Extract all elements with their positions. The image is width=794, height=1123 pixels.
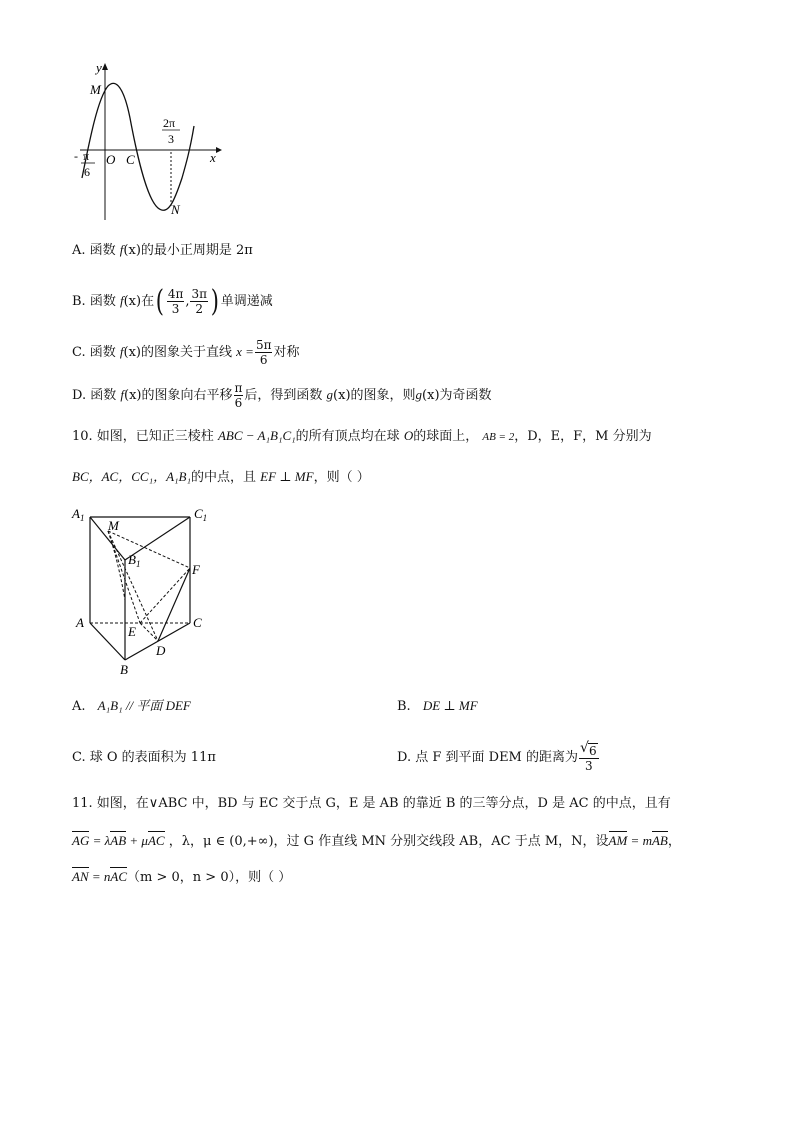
q10-a-label: A.	[72, 699, 86, 714]
label-B1-sub: 1	[135, 559, 141, 569]
q9-c-text2: 对称	[273, 345, 300, 360]
q9-b-frac2	[190, 287, 208, 316]
label-A1-main: A	[72, 506, 80, 521]
q9-c-xeq: x =	[236, 344, 254, 359]
q10-midpoints: 的中点，且	[191, 470, 257, 485]
sqrt-radicand: 6	[589, 743, 597, 758]
q9-d-frac-num: π	[234, 381, 243, 395]
q10-ab: AB = 2	[482, 431, 515, 443]
sine-curve	[82, 83, 194, 210]
q11-plus-mu: + μ	[126, 833, 148, 848]
q10-sphere-O: O	[403, 428, 414, 443]
q10-d-frac	[579, 739, 599, 773]
prism-figure	[70, 500, 220, 680]
pi-den: 6	[84, 165, 90, 179]
q9-d-text1: 的图象向右平移	[141, 388, 233, 403]
segment-EF	[140, 568, 190, 623]
q9-d-x: (x)	[124, 388, 142, 403]
label-B1	[128, 552, 140, 569]
q9-b-frac2-den: 2	[195, 302, 204, 316]
q9-d-g2: g	[415, 387, 423, 402]
label-M-prism: M	[108, 518, 119, 533]
q10-d-text: D. 点 F 到平面 DEM 的距离为	[397, 750, 578, 765]
q9-b-frac1-num: 4π	[167, 287, 184, 301]
label-C1-sub: 1	[202, 513, 208, 523]
q9-c-f: f	[119, 344, 124, 359]
q9-d-x2: (x)	[333, 388, 351, 403]
q10-option-b	[397, 696, 478, 717]
q9-d-text2: 后，得到函数	[244, 388, 323, 403]
q11-eq-lambda: = λ	[89, 833, 111, 848]
q9-b-in: 在	[141, 294, 155, 309]
q9-d-label: D. 函数	[72, 388, 117, 403]
q9-option-b: B. 函数 f(x)在( $\frac{4\pi}{3}$ , $\frac{3\pi}{2}$ ) 单调递减	[72, 283, 273, 319]
q9-b-x: (x)	[123, 294, 142, 309]
q10-paren: ，则（ ）	[313, 470, 370, 485]
q9-c-frac-den: 6	[259, 353, 268, 367]
q9-c-frac-num: 5π	[255, 338, 272, 352]
q10-b-label: B.	[397, 699, 411, 714]
label-C: C	[126, 152, 135, 167]
vector-AG: AG	[72, 831, 89, 851]
y-label: y	[96, 60, 102, 75]
vector-AM: AM	[609, 831, 628, 851]
q10-b-text: DE ⊥ MF	[422, 698, 478, 713]
q10-option-d	[397, 738, 600, 778]
q11-line2	[72, 831, 681, 852]
q9-b-frac1	[167, 287, 185, 316]
x-label: x	[210, 150, 216, 165]
label-D: D	[156, 643, 166, 658]
sine-graph-figure	[70, 58, 230, 228]
q10-c-text: C. 球 O 的表面积为 11π	[72, 750, 216, 765]
label-B1-main: B	[128, 552, 136, 567]
q9-c-x: (x)	[123, 345, 141, 360]
q9-a-x: (x)	[123, 243, 141, 258]
q9-d-frac-den: 6	[234, 396, 243, 410]
q9-d-frac	[234, 381, 244, 410]
edge-AB	[90, 623, 125, 660]
q11-line2-rest: ，λ，μ ∈ (0,+∞)，过 G 作直线 MN 分别交线段 AB，AC 于点 M，N，设	[164, 834, 609, 849]
q10-mid2: 的球面上，	[413, 429, 479, 444]
segment-MF	[108, 531, 190, 568]
vector-AC-2: AC	[110, 867, 127, 887]
q9-d-text3: 的图象，则	[350, 388, 416, 403]
segment-ED	[140, 623, 158, 641]
q10-prism: ABC − A₁B₁C₁	[217, 428, 296, 443]
label-N: N	[171, 202, 180, 217]
q11-eq-n: = n	[88, 869, 111, 884]
q9-a-label: A. 函数	[72, 243, 116, 258]
label-O: O	[106, 152, 116, 167]
q10-line2	[72, 467, 370, 488]
q9-c-frac	[255, 338, 273, 367]
q11-line3	[72, 867, 291, 888]
twopi-num: 2π	[163, 116, 176, 130]
label-A1	[71, 506, 84, 523]
q9-b-frac2-num: 3π	[191, 287, 208, 301]
label-A: A	[76, 615, 84, 630]
twopi-den: 3	[168, 132, 174, 146]
q11-line2-end: ，	[667, 834, 681, 849]
q10-segments: BC，AC，CC₁，A₁B₁	[72, 469, 192, 484]
q10-mid: 的所有顶点均在球	[295, 429, 400, 444]
q9-b-f: f	[119, 293, 124, 308]
label-C1	[194, 506, 207, 523]
pi-num: π	[83, 149, 90, 163]
q9-b-frac1-den: 3	[171, 302, 180, 316]
sqrt-sign: √	[580, 739, 589, 756]
q9-b-lparen: (	[155, 283, 165, 319]
label-C-prism: C	[193, 615, 202, 630]
q9-d-text4: 为奇函数	[439, 388, 492, 403]
q10-option-c	[72, 748, 216, 768]
label-C1-main: C	[194, 506, 203, 521]
q10-post: ，D，E，F，M 分别为	[514, 429, 652, 444]
vector-AB: AB	[110, 831, 126, 851]
q11-line3-rest: （m > 0，n > 0），则（ ）	[127, 870, 292, 885]
y-axis-arrow	[102, 63, 108, 70]
q9-c-text1: 的图象关于直线	[141, 345, 233, 360]
q10-intro: 10. 如图，已知正三棱柱	[72, 429, 214, 444]
q11-intro: 11. 如图，在∨ABC 中，BD 与 EC 交于点 G，E 是 AB 的靠近 B 的三等分点，D 是 AC 的中点，且有	[72, 796, 671, 811]
q11-eq-m: = m	[627, 833, 652, 848]
vector-AB-2: AB	[652, 831, 668, 851]
q10-perp: EF ⊥ MF	[260, 469, 314, 484]
q11-line1	[72, 794, 671, 814]
q9-d-x3: (x)	[422, 388, 440, 403]
q9-a-text: 的最小正周期是 2π	[140, 243, 253, 258]
label-F: F	[192, 562, 200, 577]
vector-AN: AN	[72, 867, 89, 887]
vector-AC: AC	[148, 831, 165, 851]
q9-c-label: C. 函数	[72, 345, 116, 360]
q9-option-c	[72, 335, 300, 370]
q9-a-f: f	[119, 242, 124, 257]
q9-b-text: 单调递减	[220, 294, 273, 309]
q9-option-d	[72, 378, 492, 413]
x-axis-arrow	[216, 147, 222, 153]
q9-b-label: B. 函数	[72, 294, 116, 309]
q10-line1	[72, 426, 652, 447]
label-B: B	[120, 662, 128, 677]
q10-a-text: A₁B₁ // 平面 DEF	[97, 698, 191, 713]
label-A1-sub: 1	[79, 513, 85, 523]
q9-d-g: g	[326, 387, 334, 402]
q9-b-rparen: )	[210, 283, 219, 319]
q10-option-a	[72, 696, 191, 717]
segment-DF	[158, 568, 190, 641]
neg-sign: -	[74, 149, 78, 163]
q9-d-f: f	[120, 387, 124, 402]
label-E: E	[128, 624, 136, 639]
sqrt-6	[580, 739, 598, 758]
label-M: M	[90, 82, 101, 97]
q9-option-a	[72, 240, 253, 261]
q10-d-frac-den: 3	[585, 758, 593, 773]
q10-d-frac-num	[579, 739, 599, 759]
